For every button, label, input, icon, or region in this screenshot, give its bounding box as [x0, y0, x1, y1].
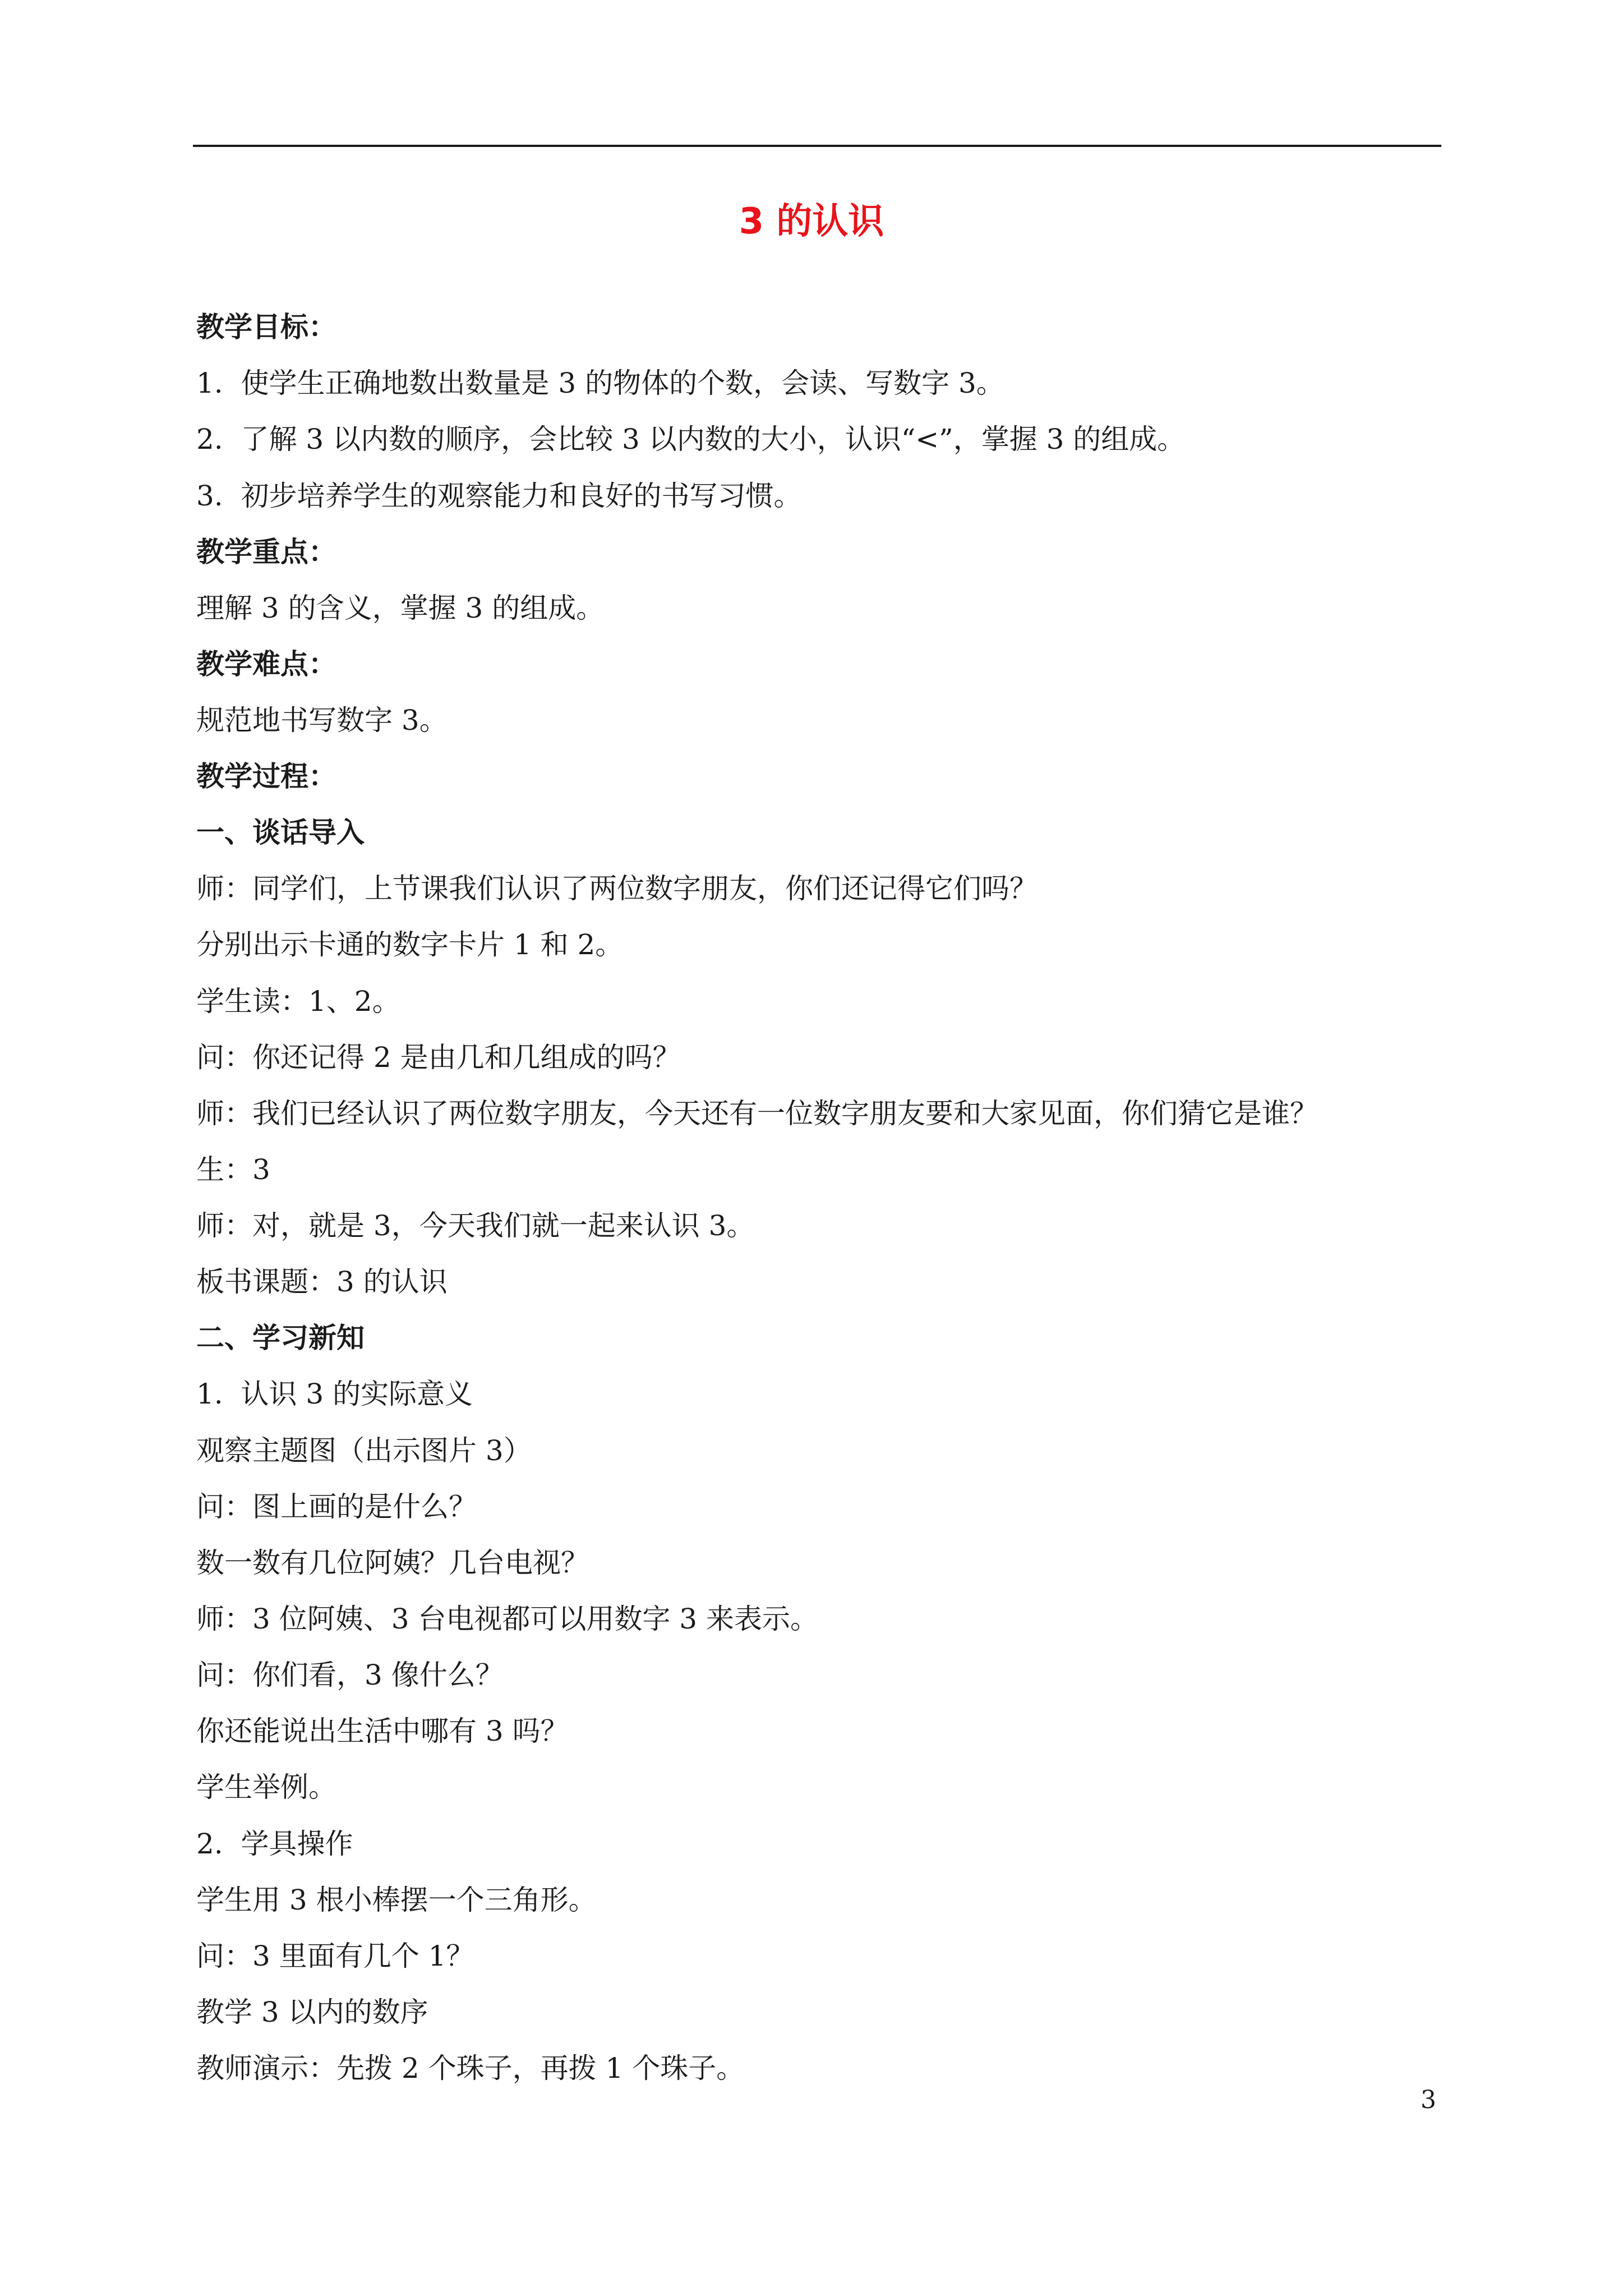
paragraph-line: 学生举例。	[196, 1771, 336, 1803]
section-heading: 一、谈话导入	[196, 816, 365, 849]
paragraph-line: 你还能说出生活中哪有 3 吗？	[196, 1715, 569, 1747]
document-title: 3 的认识	[739, 201, 884, 242]
paragraph-line: 生：3	[196, 1153, 270, 1186]
section-heading: 教学难点：	[196, 648, 336, 680]
paragraph-line: 数一数有几位阿姨？几台电视？	[196, 1547, 589, 1579]
page-number: 3	[1421, 2086, 1436, 2114]
section-heading: 教学过程：	[196, 760, 336, 793]
paragraph-line: 师：我们已经认识了两位数字朋友，今天还有一位数字朋友要和大家见面，你们猜它是谁？	[196, 1097, 1318, 1130]
paragraph-line: 问：3 里面有几个 1？	[196, 1940, 474, 1972]
paragraph-line: 2. 学具操作	[196, 1828, 353, 1860]
section-heading: 二、学习新知	[196, 1322, 365, 1354]
paragraph-line: 问：图上画的是什么？	[196, 1490, 477, 1523]
paragraph-line: 观察主题图（出示图片 3）	[196, 1434, 532, 1467]
paragraph-line: 教师演示：先拨 2 个珠子，再拨 1 个珠子。	[196, 2052, 745, 2085]
paragraph-line: 1. 认识 3 的实际意义	[196, 1378, 473, 1410]
paragraph-line: 理解 3 的含义，掌握 3 的组成。	[196, 592, 605, 624]
section-heading: 教学目标：	[196, 311, 336, 343]
paragraph-line: 学生读：1、2。	[196, 985, 400, 1018]
paragraph-line: 分别出示卡通的数字卡片 1 和 2。	[196, 928, 624, 961]
paragraph-line: 师：对，就是 3，今天我们就一起来认识 3。	[196, 1209, 755, 1242]
paragraph-line: 师：3 位阿姨、3 台电视都可以用数字 3 来表示。	[196, 1603, 819, 1635]
paragraph-line: 问：你们看，3 像什么？	[196, 1659, 504, 1691]
paragraph-line: 学生用 3 根小棒摆一个三角形。	[196, 1884, 597, 1916]
paragraph-line: 规范地书写数字 3。	[196, 704, 448, 737]
header-rule	[193, 145, 1441, 147]
paragraph-line: 2. 了解 3 以内数的顺序，会比较 3 以内数的大小，认识“<”，掌握 3 的组成。	[196, 423, 1186, 455]
paragraph-line: 师：同学们，上节课我们认识了两位数字朋友，你们还记得它们吗？	[196, 872, 1038, 905]
paragraph-line: 1. 使学生正确地数出数量是 3 的物体的个数，会读、写数字 3。	[196, 367, 1004, 399]
paragraph-line: 问：你还记得 2 是由几和几组成的吗？	[196, 1041, 681, 1074]
section-heading: 教学重点：	[196, 536, 336, 568]
paragraph-line: 3. 初步培养学生的观察能力和良好的书写习惯。	[196, 480, 802, 512]
paragraph-line: 教学 3 以内的数序	[196, 1996, 428, 2028]
paragraph-line: 板书课题：3 的认识	[196, 1266, 448, 1298]
